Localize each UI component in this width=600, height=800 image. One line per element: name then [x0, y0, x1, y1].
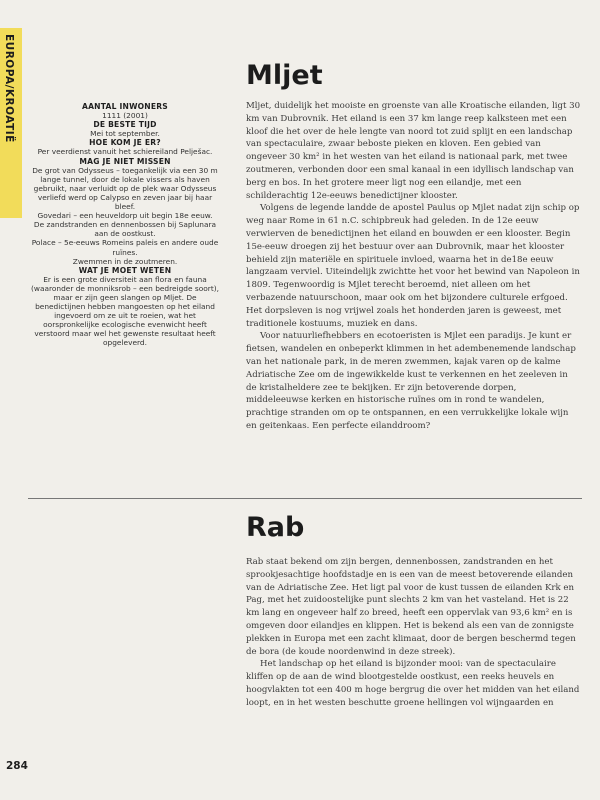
how-to-get-heading: HOE KOM JE ER? [89, 138, 161, 148]
inhabitants-heading: AANTAL INWONERS [82, 102, 168, 111]
dont-miss-item: De zandstranden en dennenbossen bij Saplunara aan de oostkust. [33, 220, 217, 239]
rab-paragraph: Het landschap op het eiland is bijzonder mooi: van de spectaculaire kliffen op de aan de wind blootgestelde oostkust, een reeks heuvels en hoogvlakten tot een 400 m hoge bergrug die over het midden van het eiland loopt, en in het westen beschutte groene hellingen vol wijngaarden en [246, 659, 580, 708]
mljet-paragraph: Voor natuurliefhebbers en ecotoeristen is Mjlet een paradijs. Je kunt er fietsen, wandelen en onbeperkt klimmen in het adembenemende landschap van het nationale park, in de meren zwemmen, kajak varen op de kalme Adriatische Zee om de ingewikkelde kust te verkennen en het zeeleven in de kristalheldere zee te bekijken. Er zijn betoverende dorpen, middeleeuwse kerken en historische ruïnes om in rond te wandelen, prachtige stranden om op te ontspannen, en een verrukkelijke lokale wijn en geitenkaas. Een perfecte eilanddroom? [246, 331, 576, 431]
dont-miss-item: Govedari – een heuveldorp uit begin 18e eeuw. [37, 211, 213, 221]
dont-miss-item: Polace – 5e-eeuws Romeins paleis en andere oude ruïnes. [31, 238, 219, 257]
rab-title: Rab [246, 512, 305, 543]
mljet-article [246, 100, 581, 433]
inhabitants-value: 1111 (2001) [102, 111, 148, 121]
dont-miss-item: Zwemmen in de zoutmeren. [72, 256, 178, 266]
page-number: 284 [6, 760, 28, 772]
mljet-paragraph: Volgens de legende landde de apostel Paulus op Mjlet nadat zijn schip op weg naar Rome in 61 n.C. schipbreuk had geleden. In de 12e eeuw verwierven de benedictijnen het eiland en bouwden er een klooster. Begin 15e-eeuw droegen zij het bestuur over aan Dubrovnik, maar het klooster behield zijn materiële en spirituele invloed, waarna het in de18e eeuw langzaam verviel. Uiteindelijk zwichtte het voor het bewind van Napoleon in 1809. Tegenwoordig is Mjlet terecht beroemd, niet alleen om het verbazende natuurschoon, maar ook om het bijzondere culturele erfgoed. Het dorpsleven is nog vrijwel zoals het honderden jaren is geweest, met traditionele kostuums, muziek en dans. [246, 203, 580, 329]
rab-article [246, 556, 581, 710]
facts-sidebar [28, 102, 222, 348]
mljet-paragraph: Mljet, duidelijk het mooiste en groenste van alle Kroatische eilanden, ligt 30 km van Dubrovnik. Het eiland is een 37 km lange reep kalksteen met een kloof die het over de hele lengte van noord tot zuid splijt en een landschap van spectaculaire, zwaar beboste pieken en kloven. Een gebied van ongeveer 30 km² in het westen van het eiland is nationaal park, met twee zoutmeren, verbonden door een smal kanaal in een idyllisch landschap van berg en bos. In het grotere meer ligt nog een eilandje, met een schilderachtig 12e-eeuws benedictijner klooster. [246, 101, 581, 201]
best-time-value: Mei tot september. [90, 129, 160, 139]
how-to-get-value: Per veerdienst vanuit het schiereiland Pelješac. [37, 147, 213, 157]
what-to-know-value: Er is een grote diversiteit aan flora en fauna (waaronder de monniksrob – een bedreigde soort), maar er zijn geen slangen op Mljet. De benedictijnen hebben mangoesten op het eiland ingevoerd om ze uit te roeien, wat het oorspronkelijke ecologische evenwicht heeft verstoord maar wel het gewenste resultaat heeft opgeleverd. [31, 274, 219, 348]
section-divider [28, 498, 582, 499]
dont-miss-heading: MAG JE NIET MISSEN [79, 156, 171, 166]
what-to-know-heading: WAT JE MOET WETEN [78, 265, 172, 275]
rab-paragraph: Rab staat bekend om zijn bergen, dennenbossen, zandstranden en het sprookjesachtige hoofdstadje en is een van de meest betoverende eilanden van de Adriatische Zee. Het ligt pal voor de kust tussen de eilanden Krk en Pag, met het zuidoostelijke punt slechts 2 km van het vasteland. Het is 22 km lang en ongeveer half zo breed, heeft een oppervlak van 93,6 km² en is omgeven door eilandjes en klippen. Het is bekend als een van de zonnigste plekken in Europa met een zacht klimaat, door de bergen beschermd tegen de bora (de koude noordenwind in deze streek). [246, 557, 576, 657]
section-tab-label: EUROPA/KROATIË [3, 34, 15, 143]
mljet-title: Mljet [246, 60, 323, 91]
dont-miss-item: De grot van Odysseus – toegankelijk via een 30 m lange tunnel, door de lokale vissers als haven gebruikt, naar verluidt op de plek waar Odysseus verliefd werd op Calypso en zeven jaar bij haar bleef. [32, 165, 218, 212]
best-time-heading: DE BESTE TIJD [93, 120, 157, 130]
